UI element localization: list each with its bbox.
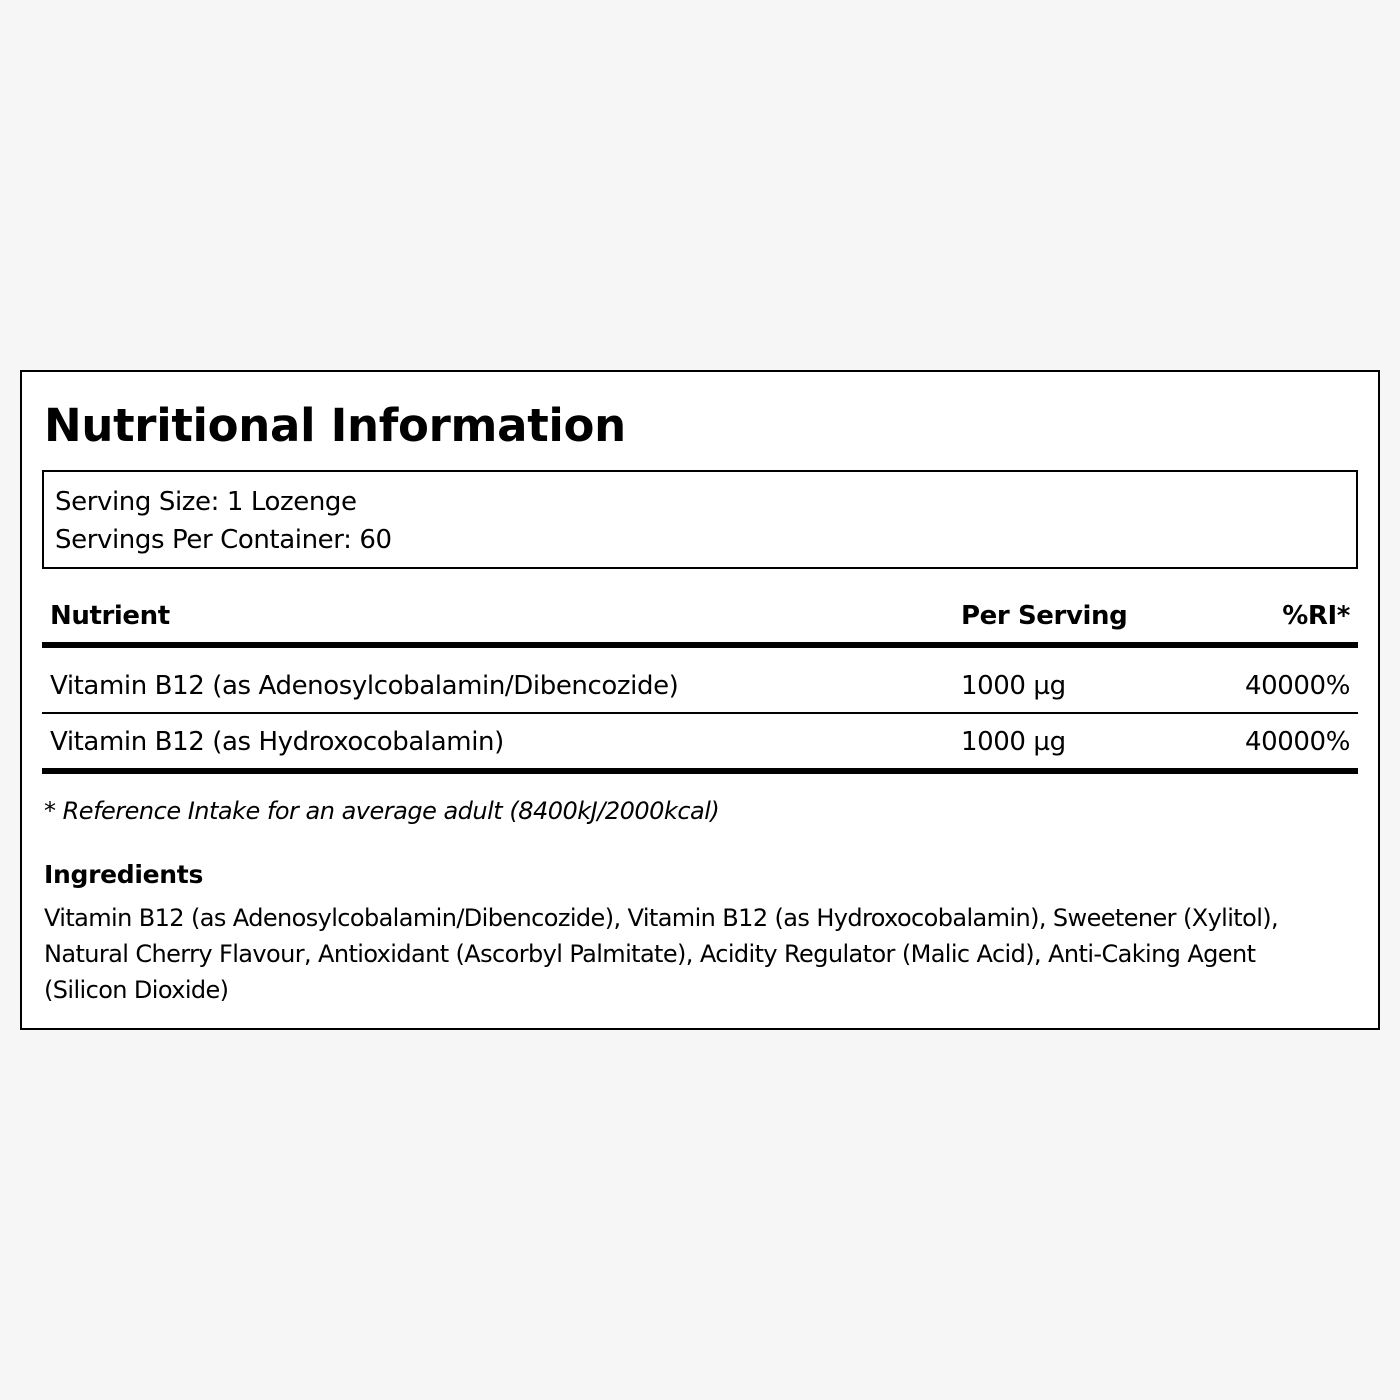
serving-size: Serving Size: 1 Lozenge	[55, 487, 357, 517]
panel-title: Nutritional Information	[44, 399, 626, 452]
servings-per-container: Servings Per Container: 60	[55, 525, 392, 555]
table-row	[42, 714, 1358, 774]
nutrient-name: Vitamin B12 (as Adenosylcobalamin/Dibencozide)	[50, 671, 679, 701]
serving-info-box	[42, 470, 1358, 569]
ingredients-text: Vitamin B12 (as Adenosylcobalamin/Dibencozide), Vitamin B12 (as Hydroxocobalamin), Sweetener (Xylitol), Natural Cherry Flavour, Antioxidant (Ascorbyl Palmitate), Acidity Regulator (Malic Acid), Anti-Caking Agent (Silicon Dioxide)	[44, 904, 1279, 1004]
reference-intake-footnote: * Reference Intake for an average adult (8400kJ/2000kcal)	[44, 797, 720, 825]
table-row	[42, 648, 1358, 714]
nutrient-table	[42, 594, 1358, 774]
nutrition-panel	[20, 370, 1380, 1030]
nutrient-ri: 40000%	[1244, 671, 1350, 701]
nutrient-ri: 40000%	[1244, 727, 1350, 757]
nutrient-amount: 1000 µg	[961, 727, 1066, 757]
nutrient-name: Vitamin B12 (as Hydroxocobalamin)	[50, 727, 504, 757]
header-per-serving: Per Serving	[961, 601, 1128, 631]
ingredients-heading: Ingredients	[44, 860, 204, 889]
header-ri: %RI*	[1282, 601, 1350, 631]
table-header-row	[42, 594, 1358, 648]
header-nutrient: Nutrient	[50, 601, 170, 631]
nutrient-amount: 1000 µg	[961, 671, 1066, 701]
